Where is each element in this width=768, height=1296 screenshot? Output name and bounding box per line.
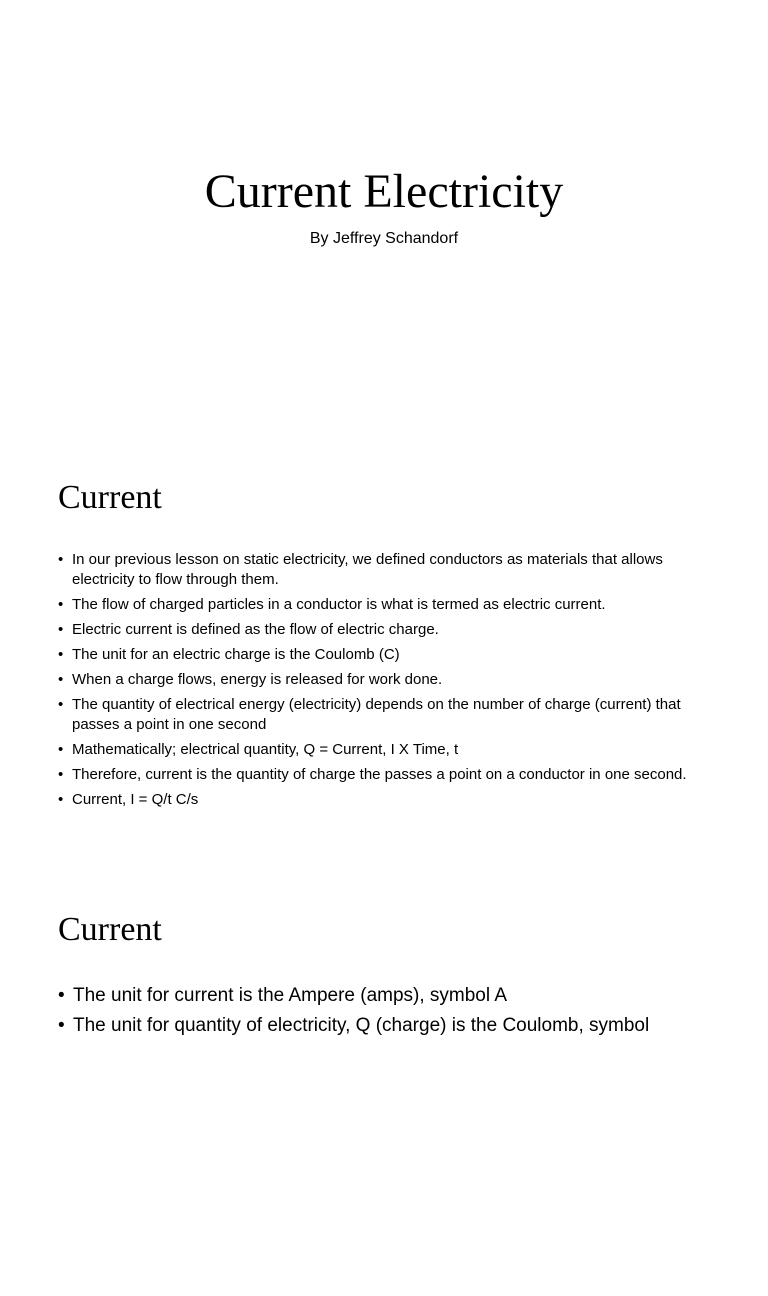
slide-heading: Current [58,911,162,948]
bullet-item: • When a charge flows, energy is released for work done. [58,670,718,690]
bullet-item: • The unit for quantity of electricity, Q (charge) is the Coulomb, symbol [58,1012,718,1040]
bullet-item: • The flow of charged particles in a conductor is what is termed as electric current. [58,595,718,615]
bullet-item: • In our previous lesson on static electricity, we defined conductors as materials that allows electricity to flow through them. [58,550,718,590]
bullet-list [58,550,718,815]
bullet-item: • The quantity of electrical energy (electricity) depends on the number of charge (current) that passes a point in one second [58,695,718,735]
bullet-list [58,982,718,1042]
presentation-title: Current Electricity [204,165,564,218]
current-slide-2 [0,864,768,1296]
current-slide-1 [0,432,768,864]
bullet-item: • Mathematically; electrical quantity, Q = Current, I X Time, t [58,740,718,760]
bullet-item: • The unit for current is the Ampere (amps), symbol A [58,982,718,1010]
bullet-item: • The unit for an electric charge is the Coulomb (C) [58,645,718,665]
title-slide [0,0,768,432]
presentation-author: By Jeffrey Schandorf [309,230,459,247]
bullet-item: • Current, I = Q/t C/s [58,790,718,810]
bullet-item: • Therefore, current is the quantity of charge the passes a point on a conductor in one second. [58,765,718,785]
bullet-item: • Electric current is defined as the flow of electric charge. [58,620,718,640]
slide-heading: Current [58,479,162,516]
